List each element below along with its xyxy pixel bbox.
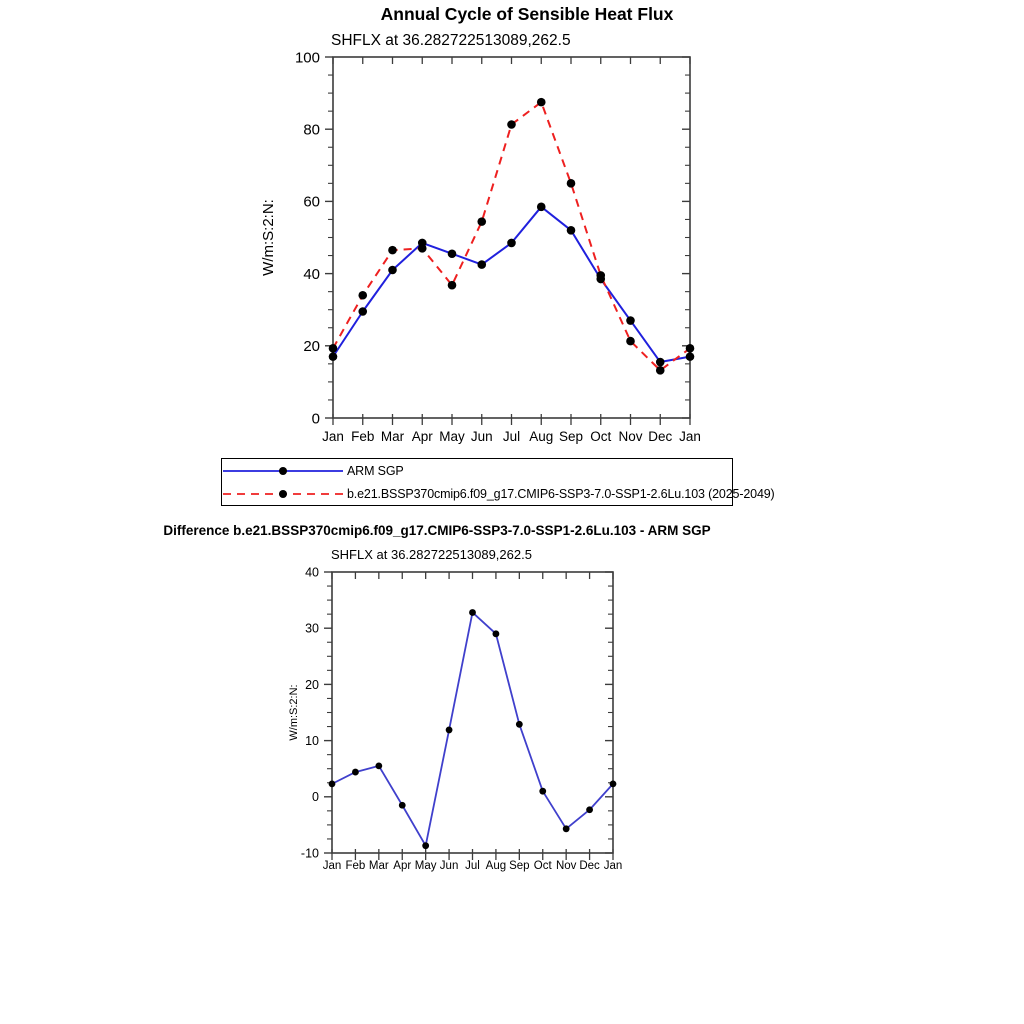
y-tick-label: 20: [303, 338, 320, 356]
data-point: [358, 307, 367, 316]
month-label: Jun: [470, 429, 493, 444]
chart2-subtitle: SHFLX at 36.282722513089,262.5: [331, 547, 532, 562]
series-line-solid: [332, 612, 613, 845]
y-axis-label: W/m:S:2:N:: [288, 684, 300, 741]
legend-label-arm-sgp: ARM SGP: [347, 463, 404, 478]
data-point: [686, 344, 695, 353]
data-point: [610, 780, 617, 787]
month-label: Jul: [465, 860, 480, 872]
data-point: [329, 344, 338, 353]
data-point: [469, 609, 476, 616]
data-point: [537, 203, 546, 212]
month-label: Jan: [679, 429, 701, 444]
chart1-subtitle: SHFLX at 36.282722513089,262.5: [331, 32, 571, 49]
data-point: [448, 249, 457, 258]
month-label: Dec: [579, 860, 600, 872]
data-point: [418, 244, 427, 253]
month-label: Jun: [439, 860, 459, 872]
month-label: May: [414, 860, 437, 872]
chart1-title: Annual Cycle of Sensible Heat Flux: [380, 4, 674, 24]
data-point: [626, 316, 635, 325]
data-point: [567, 179, 576, 188]
data-point: [358, 291, 367, 300]
y-tick-label: -10: [300, 846, 319, 861]
y-tick-label: 0: [311, 410, 320, 428]
month-label: Sep: [509, 860, 530, 872]
series-line-solid: [333, 207, 690, 362]
month-label: Jul: [502, 429, 521, 444]
month-label: Jan: [322, 429, 344, 444]
data-point: [596, 271, 605, 280]
data-point: [586, 806, 593, 813]
data-point: [567, 226, 576, 235]
legend-marker-dot: [279, 467, 287, 475]
legend-box: [221, 458, 775, 506]
month-label: Aug: [485, 860, 507, 872]
data-point: [507, 120, 516, 129]
month-label: Dec: [648, 429, 673, 444]
legend-label-model: b.e21.BSSP370cmip6.f09_g17.CMIP6-SSP3-7.0-SSP1-2.6Lu.103 (2025-2049): [347, 486, 775, 501]
month-label: Mar: [380, 429, 405, 444]
data-point: [537, 98, 546, 107]
month-label: Apr: [411, 429, 433, 444]
data-point: [477, 217, 486, 226]
y-tick-label: 40: [303, 265, 320, 283]
legend-marker-dot: [279, 490, 287, 498]
month-label: Oct: [590, 429, 612, 444]
data-point: [388, 266, 397, 275]
data-point: [446, 727, 453, 734]
y-axis-label: W/m:S:2:N:: [260, 199, 277, 276]
data-point: [329, 780, 336, 787]
month-label: Nov: [555, 860, 577, 872]
month-label: Sep: [558, 429, 584, 444]
difference-chart: [288, 565, 622, 872]
y-tick-label: 100: [294, 49, 320, 67]
data-point: [448, 281, 457, 290]
month-label: Feb: [345, 860, 366, 872]
month-label: Nov: [618, 429, 643, 444]
month-label: Aug: [529, 429, 554, 444]
month-label: May: [439, 429, 465, 444]
y-tick-label: 60: [303, 193, 320, 211]
y-tick-label: 40: [305, 565, 319, 580]
data-point: [686, 352, 695, 361]
data-point: [656, 358, 665, 367]
month-label: Apr: [393, 860, 412, 872]
y-tick-label: 0: [312, 790, 319, 805]
legend-entry-arm-sgp: [222, 459, 732, 482]
data-point: [375, 762, 382, 769]
plot-frame: [333, 57, 690, 418]
month-label: Jan: [603, 860, 623, 872]
y-tick-label: 80: [303, 121, 320, 139]
data-point: [399, 802, 406, 809]
data-point: [626, 337, 635, 346]
data-point: [516, 721, 523, 728]
month-label: Jan: [322, 860, 342, 872]
data-point: [388, 246, 397, 255]
month-label: Oct: [533, 860, 552, 872]
y-tick-label: 10: [305, 733, 319, 748]
data-point: [352, 769, 359, 776]
legend-solid-line-sample: [222, 465, 344, 477]
y-tick-label: 30: [305, 621, 319, 636]
legend-dashed-line-sample: [222, 488, 344, 500]
data-point: [493, 630, 500, 637]
data-point: [507, 239, 516, 248]
data-point: [539, 788, 546, 795]
month-label: Mar: [368, 860, 389, 872]
y-tick-label: 20: [305, 677, 319, 692]
data-point: [477, 260, 486, 269]
annual-cycle-chart: [260, 49, 701, 444]
legend-entry-model: [222, 482, 775, 505]
data-point: [656, 366, 665, 375]
chart2-title: Difference b.e21.BSSP370cmip6.f09_g17.CMIP6-SSP3-7.0-SSP1-2.6Lu.103 - ARM SGP: [163, 523, 711, 538]
data-point: [422, 842, 429, 849]
month-label: Feb: [351, 429, 375, 444]
data-point: [329, 352, 338, 361]
data-point: [563, 825, 570, 832]
